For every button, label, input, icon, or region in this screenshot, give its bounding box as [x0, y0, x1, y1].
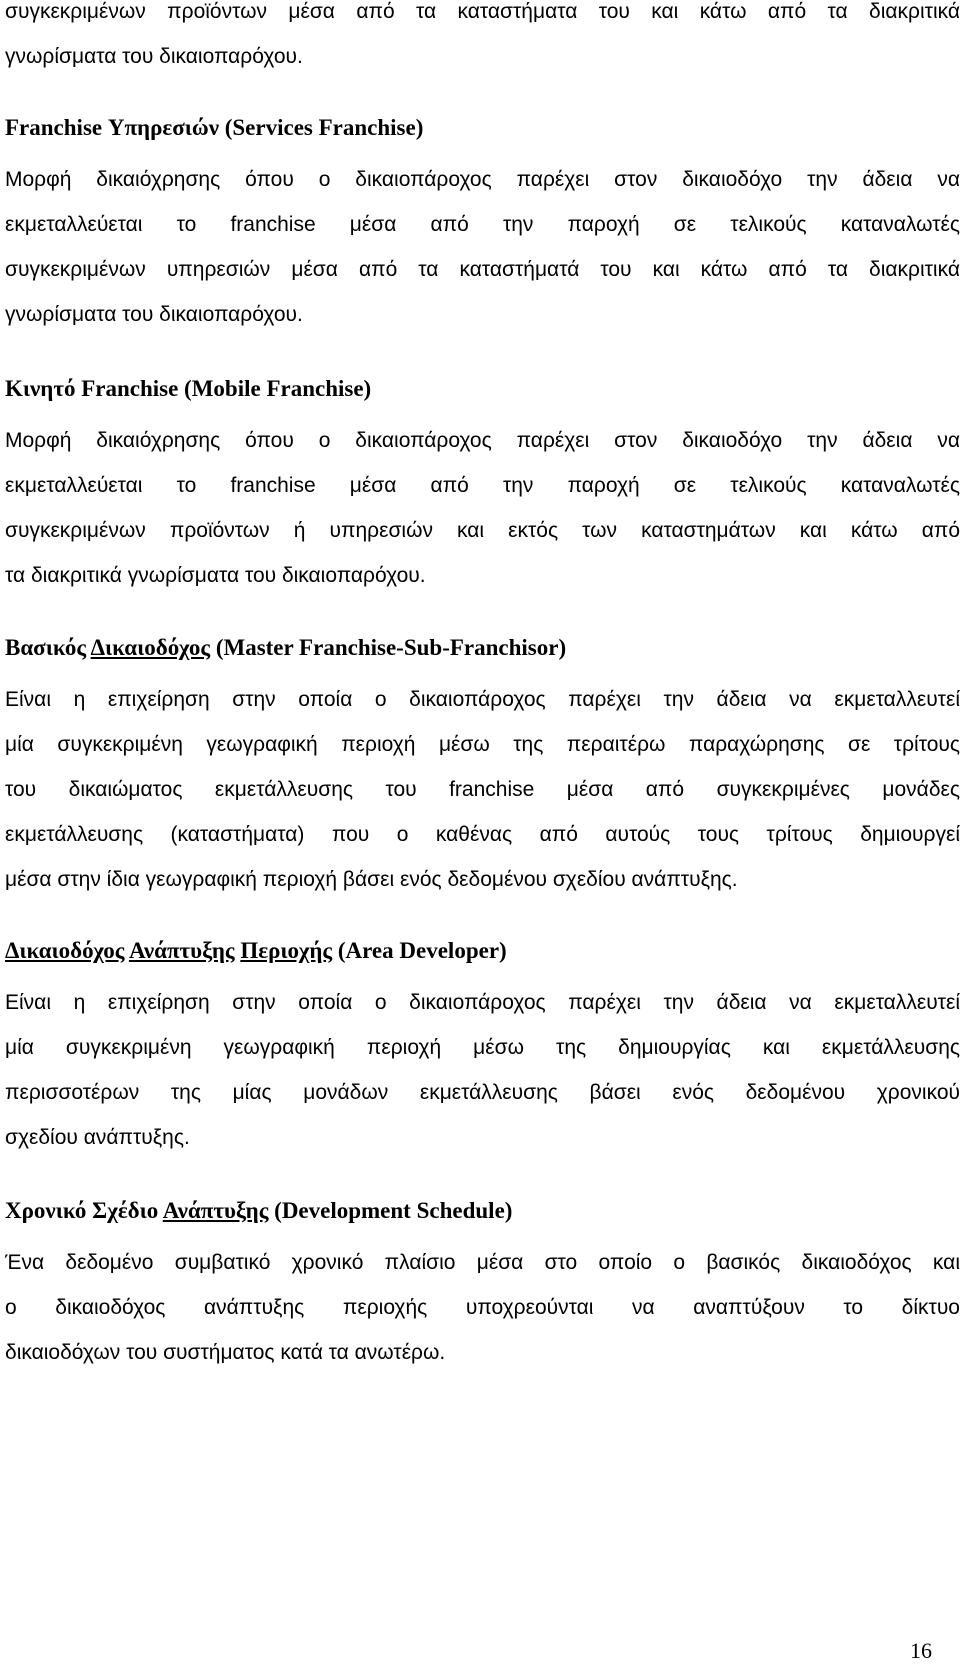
paragraph-line: δικαιοδόχων του συστήματος κατά τα ανωτέρω.	[5, 1341, 446, 1364]
paragraph-line: σχεδίου ανάπτυξης.	[5, 1126, 190, 1149]
section-development-schedule	[5, 1196, 960, 1375]
paragraph-line: περισσοτέρων της μίας μονάδων εκμετάλλευσης βάσει ενός δεδομένου χρονικού	[5, 1081, 960, 1104]
section-paragraph	[5, 418, 960, 598]
heading-text: Βασικός	[5, 635, 91, 660]
paragraph-line: συγκεκριμένων προϊόντων ή υπηρεσιών και εκτός των καταστημάτων και κάτω από	[5, 519, 960, 542]
section-paragraph	[5, 980, 960, 1160]
section-heading: Κινητό Franchise (Mobile Franchise)	[5, 376, 372, 401]
paragraph-line: εκμετάλλευσης (καταστήματα) που ο καθένας από αυτούς τους τρίτους δημιουργεί	[5, 823, 960, 846]
heading-text: (Area Developer)	[332, 938, 507, 963]
heading-text: (Development Schedule)	[268, 1198, 513, 1223]
section-heading	[5, 633, 960, 663]
paragraph-line: Είναι η επιχείρηση στην οποία ο δικαιοπάροχος παρέχει την άδεια να εκμεταλλευτεί	[5, 991, 960, 1014]
heading-text: Χρονικό Σχέδιο	[5, 1198, 163, 1223]
section-paragraph	[5, 677, 960, 902]
intro-paragraph-block	[5, 0, 960, 79]
paragraph-line: γνωρίσματα του δικαιοπαρόχου.	[5, 45, 303, 68]
paragraph-line: του δικαιώματος εκμετάλλευσης του franchise μέσα από συγκεκριμένες μονάδες	[5, 778, 960, 801]
heading-text: (Master Franchise-Sub-Franchisor)	[210, 635, 567, 660]
paragraph-line: τα διακριτικά γνωρίσματα του δικαιοπαρόχου.	[5, 564, 426, 587]
intro-paragraph	[5, 0, 960, 79]
paragraph-line: ο δικαιοδόχος ανάπτυξης περιοχής υποχρεούνται να αναπτύξουν το δίκτυο	[5, 1296, 960, 1319]
paragraph-line: Μορφή δικαιόχρησης όπου ο δικαιοπάροχος παρέχει στον δικαιοδόχο την άδεια να	[5, 429, 960, 452]
section-paragraph	[5, 1240, 960, 1375]
paragraph-line: εκμεταλλεύεται το franchise μέσα από την παροχή σε τελικούς καταναλωτές	[5, 213, 960, 236]
section-heading	[5, 936, 960, 966]
paragraph-line: Είναι η επιχείρηση στην οποία ο δικαιοπάροχος παρέχει την άδεια να εκμεταλλευτεί	[5, 688, 960, 711]
heading-text-underlined: Δικαιοδόχος	[5, 938, 125, 963]
section-heading: Franchise Υπηρεσιών (Services Franchise)	[5, 115, 424, 140]
heading-text-underlined: Δικαιοδόχος	[90, 635, 211, 660]
section-master-franchise	[5, 633, 960, 902]
heading-text-underlined: Περιοχής	[240, 938, 333, 963]
paragraph-line: συγκεκριμένων προϊόντων μέσα από τα καταστήματα του και κάτω από τα διακριτικά	[5, 0, 960, 23]
page-number: 16	[910, 1638, 932, 1663]
paragraph-line: Ένα δεδομένο συμβατικό χρονικό πλαίσιο μέσα στο οποίο ο βασικός δικαιοδόχος και	[5, 1251, 960, 1274]
paragraph-line: γνωρίσματα του δικαιοπαρόχου.	[5, 303, 303, 326]
paragraph-line: μία συγκεκριμένη γεωγραφική περιοχή μέσω της δημιουργίας και εκμετάλλευσης	[5, 1036, 960, 1059]
section-services-franchise	[5, 113, 960, 337]
section-area-developer	[5, 936, 960, 1160]
paragraph-line: μέσα στην ίδια γεωγραφική περιοχή βάσει ενός δεδομένου σχεδίου ανάπτυξης.	[5, 868, 738, 891]
paragraph-line: συγκεκριμένων υπηρεσιών μέσα από τα καταστήματά του και κάτω από τα διακριτικά	[5, 258, 960, 281]
section-heading	[5, 1196, 960, 1226]
section-paragraph	[5, 157, 960, 337]
paragraph-line: εκμεταλλεύεται το franchise μέσα από την παροχή σε τελικούς καταναλωτές	[5, 474, 960, 497]
section-mobile-franchise	[5, 374, 960, 598]
paragraph-line: Μορφή δικαιόχρησης όπου ο δικαιοπάροχος παρέχει στον δικαιοδόχο την άδεια να	[5, 168, 960, 191]
heading-text-underlined: Ανάπτυξης	[128, 938, 235, 963]
heading-text-underlined: Ανάπτυξης	[162, 1198, 269, 1223]
paragraph-line: μία συγκεκριμένη γεωγραφική περιοχή μέσω της περαιτέρω παραχώρησης σε τρίτους	[5, 733, 960, 756]
